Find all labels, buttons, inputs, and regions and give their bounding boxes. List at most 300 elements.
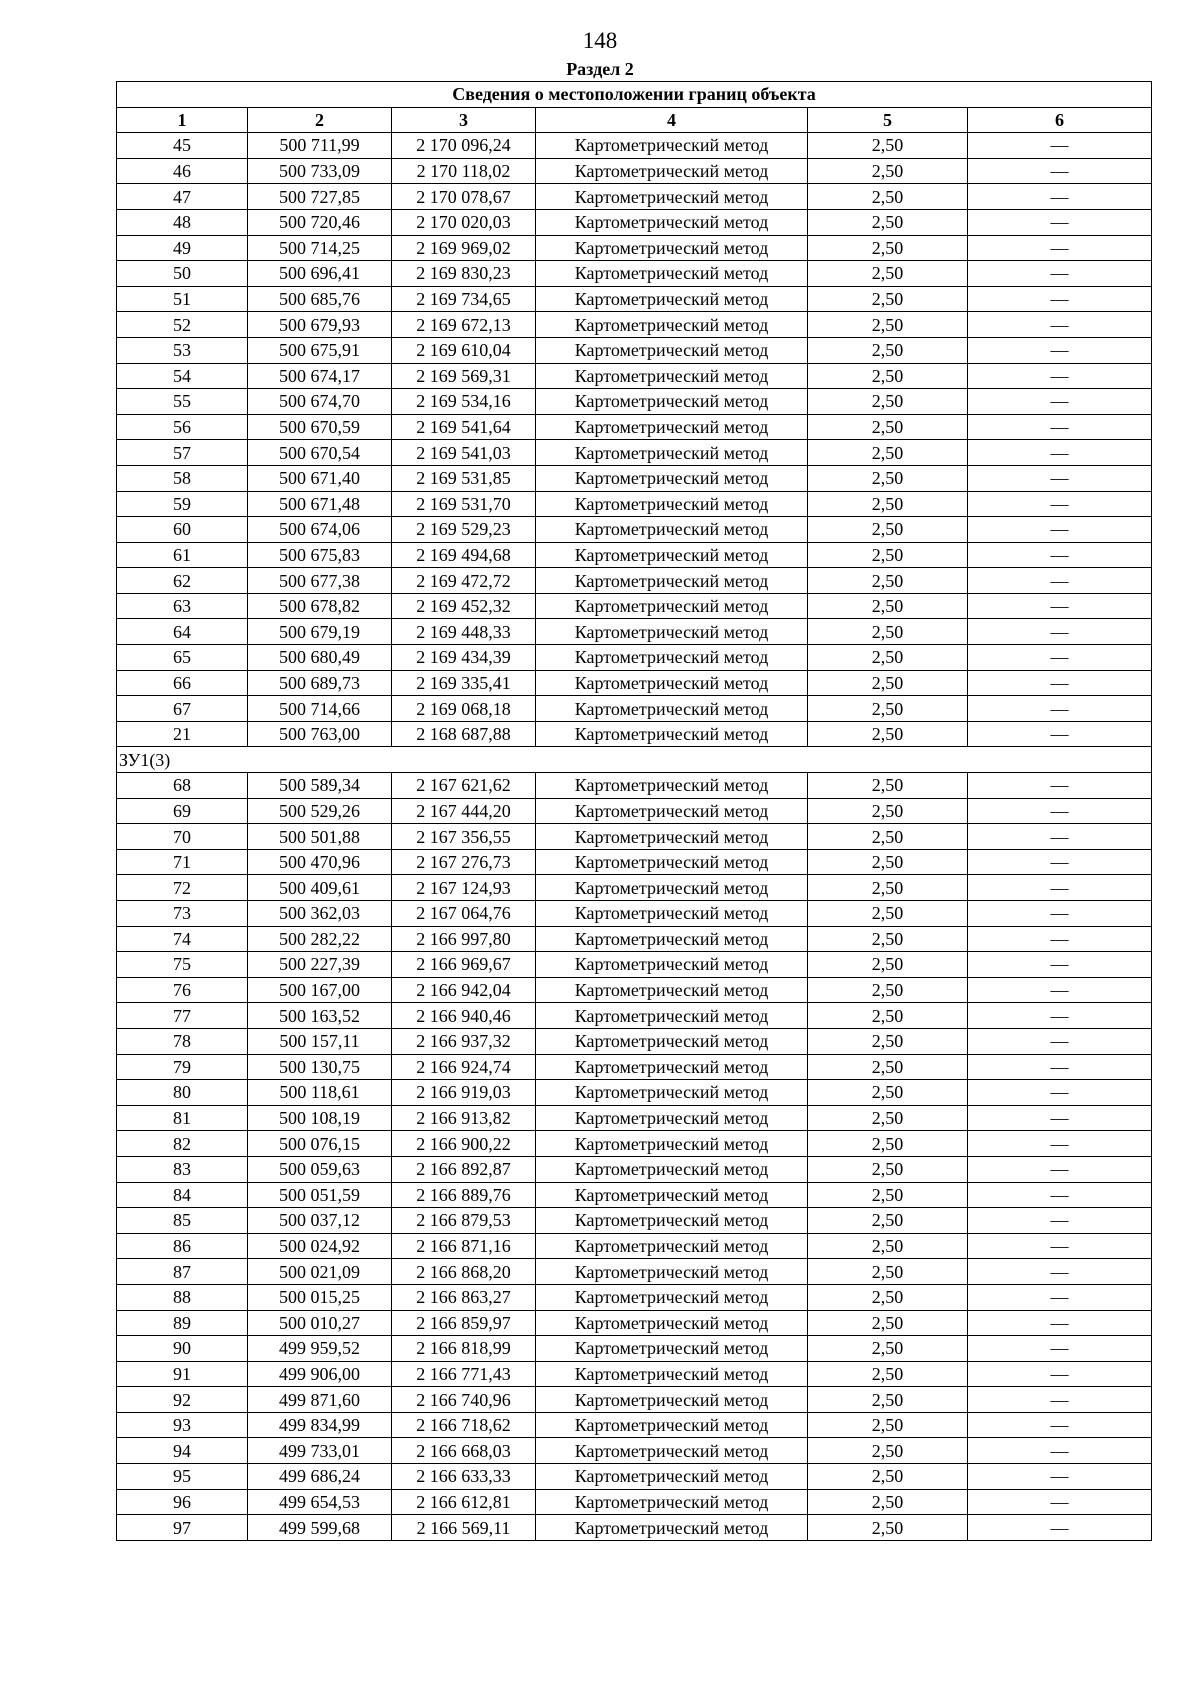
point-number-cell: 56 [117,414,248,440]
point-number-cell: 73 [117,901,248,927]
table-row [117,645,1152,671]
accuracy-cell: 2,50 [808,670,968,696]
table-row [117,1105,1152,1131]
method-cell: Картометрический метод [536,261,808,287]
method-cell: Картометрический метод [536,824,808,850]
point-number-cell: 49 [117,235,248,261]
description-cell: — [968,1310,1152,1336]
table-row [117,1387,1152,1413]
table-row [117,849,1152,875]
description-cell: — [968,414,1152,440]
table-row [117,1156,1152,1182]
table-row [117,209,1152,235]
y-coordinate-cell: 2 169 969,02 [392,235,536,261]
accuracy-cell: 2,50 [808,1233,968,1259]
x-coordinate-cell: 500 501,88 [248,824,392,850]
point-number-cell: 86 [117,1233,248,1259]
table-row [117,1259,1152,1285]
y-coordinate-cell: 2 166 771,43 [392,1361,536,1387]
description-cell: — [968,568,1152,594]
method-cell: Картометрический метод [536,1284,808,1310]
method-cell: Картометрический метод [536,389,808,415]
point-number-cell: 76 [117,977,248,1003]
point-number-cell: 79 [117,1054,248,1080]
accuracy-cell: 2,50 [808,414,968,440]
method-cell: Картометрический метод [536,849,808,875]
accuracy-cell: 2,50 [808,1464,968,1490]
method-cell: Картометрический метод [536,1080,808,1106]
method-cell: Картометрический метод [536,414,808,440]
accuracy-cell: 2,50 [808,1028,968,1054]
y-coordinate-cell: 2 166 668,03 [392,1438,536,1464]
x-coordinate-cell: 500 733,09 [248,158,392,184]
method-cell: Картометрический метод [536,1464,808,1490]
accuracy-cell: 2,50 [808,312,968,338]
method-cell: Картометрический метод [536,798,808,824]
table-row [117,337,1152,363]
column-header-row [117,107,1152,133]
x-coordinate-cell: 500 227,39 [248,952,392,978]
page-number: 148 [582,28,618,53]
point-number-cell: 87 [117,1259,248,1285]
accuracy-cell: 2,50 [808,1003,968,1029]
point-number-cell: 67 [117,696,248,722]
accuracy-cell: 2,50 [808,1284,968,1310]
y-coordinate-cell: 2 169 734,65 [392,286,536,312]
method-cell: Картометрический метод [536,517,808,543]
description-cell: — [968,1054,1152,1080]
table-row [117,926,1152,952]
accuracy-cell: 2,50 [808,977,968,1003]
accuracy-cell: 2,50 [808,1310,968,1336]
accuracy-cell: 2,50 [808,1412,968,1438]
x-coordinate-cell: 499 906,00 [248,1361,392,1387]
y-coordinate-cell: 2 170 078,67 [392,184,536,210]
method-cell: Картометрический метод [536,1131,808,1157]
accuracy-cell: 2,50 [808,849,968,875]
method-cell: Картометрический метод [536,1438,808,1464]
y-coordinate-cell: 2 166 569,11 [392,1515,536,1541]
y-coordinate-cell: 2 166 612,81 [392,1489,536,1515]
method-cell: Картометрический метод [536,1156,808,1182]
table-row [117,798,1152,824]
method-cell: Картометрический метод [536,901,808,927]
method-cell: Картометрический метод [536,670,808,696]
point-number-cell: 58 [117,465,248,491]
method-cell: Картометрический метод [536,696,808,722]
method-cell: Картометрический метод [536,465,808,491]
y-coordinate-cell: 2 166 900,22 [392,1131,536,1157]
description-cell: — [968,261,1152,287]
point-number-cell: 57 [117,440,248,466]
method-cell: Картометрический метод [536,1412,808,1438]
description-cell: — [968,184,1152,210]
table-row [117,235,1152,261]
y-coordinate-cell: 2 166 818,99 [392,1336,536,1362]
method-cell: Картометрический метод [536,568,808,594]
point-number-cell: 89 [117,1310,248,1336]
point-number-cell: 94 [117,1438,248,1464]
point-number-cell: 96 [117,1489,248,1515]
description-cell: — [968,1259,1152,1285]
point-number-cell: 85 [117,1208,248,1234]
x-coordinate-cell: 500 674,70 [248,389,392,415]
description-cell: — [968,209,1152,235]
x-coordinate-cell: 499 599,68 [248,1515,392,1541]
description-cell: — [968,773,1152,799]
method-cell: Картометрический метод [536,1515,808,1541]
x-coordinate-cell: 500 076,15 [248,1131,392,1157]
x-coordinate-cell: 500 714,25 [248,235,392,261]
method-cell: Картометрический метод [536,209,808,235]
x-coordinate-cell: 499 959,52 [248,1336,392,1362]
point-number-cell: 46 [117,158,248,184]
point-number-cell: 64 [117,619,248,645]
y-coordinate-cell: 2 169 068,18 [392,696,536,722]
x-coordinate-cell: 500 677,38 [248,568,392,594]
accuracy-cell: 2,50 [808,1105,968,1131]
y-coordinate-cell: 2 170 096,24 [392,133,536,159]
description-cell: — [968,1028,1152,1054]
accuracy-cell: 2,50 [808,696,968,722]
description-cell: — [968,952,1152,978]
x-coordinate-cell: 500 727,85 [248,184,392,210]
accuracy-cell: 2,50 [808,1489,968,1515]
group-label: ЗУ1(3) [117,747,1152,773]
y-coordinate-cell: 2 166 942,04 [392,977,536,1003]
description-cell: — [968,619,1152,645]
method-cell: Картометрический метод [536,593,808,619]
y-coordinate-cell: 2 169 534,16 [392,389,536,415]
table-row [117,465,1152,491]
accuracy-cell: 2,50 [808,1438,968,1464]
method-cell: Картометрический метод [536,619,808,645]
accuracy-cell: 2,50 [808,568,968,594]
group-row [117,747,1152,773]
y-coordinate-cell: 2 166 937,32 [392,1028,536,1054]
method-cell: Картометрический метод [536,184,808,210]
accuracy-cell: 2,50 [808,363,968,389]
y-coordinate-cell: 2 167 356,55 [392,824,536,850]
point-number-cell: 84 [117,1182,248,1208]
point-number-cell: 75 [117,952,248,978]
point-number-cell: 90 [117,1336,248,1362]
accuracy-cell: 2,50 [808,1131,968,1157]
accuracy-cell: 2,50 [808,184,968,210]
table-row [117,440,1152,466]
y-coordinate-cell: 2 169 452,32 [392,593,536,619]
description-cell: — [968,1233,1152,1259]
description-cell: — [968,1387,1152,1413]
accuracy-cell: 2,50 [808,952,968,978]
description-cell: — [968,721,1152,747]
x-coordinate-cell: 500 037,12 [248,1208,392,1234]
x-coordinate-cell: 500 409,61 [248,875,392,901]
x-coordinate-cell: 500 130,75 [248,1054,392,1080]
x-coordinate-cell: 500 362,03 [248,901,392,927]
description-cell: — [968,1156,1152,1182]
method-cell: Картометрический метод [536,440,808,466]
table-row [117,619,1152,645]
accuracy-cell: 2,50 [808,1080,968,1106]
x-coordinate-cell: 500 714,66 [248,696,392,722]
method-cell: Картометрический метод [536,1310,808,1336]
description-cell: — [968,670,1152,696]
method-cell: Картометрический метод [536,773,808,799]
accuracy-cell: 2,50 [808,1336,968,1362]
x-coordinate-cell: 500 689,73 [248,670,392,696]
description-cell: — [968,1182,1152,1208]
description-cell: — [968,491,1152,517]
description-cell: — [968,593,1152,619]
x-coordinate-cell: 499 733,01 [248,1438,392,1464]
y-coordinate-cell: 2 167 621,62 [392,773,536,799]
accuracy-cell: 2,50 [808,1259,968,1285]
section-title: Раздел 2 [566,59,634,79]
table-row [117,1208,1152,1234]
table-row [117,1310,1152,1336]
description-cell: — [968,824,1152,850]
table-row [117,1003,1152,1029]
x-coordinate-cell: 500 059,63 [248,1156,392,1182]
x-coordinate-cell: 500 670,59 [248,414,392,440]
accuracy-cell: 2,50 [808,286,968,312]
x-coordinate-cell: 500 163,52 [248,1003,392,1029]
method-cell: Картометрический метод [536,1361,808,1387]
accuracy-cell: 2,50 [808,1361,968,1387]
y-coordinate-cell: 2 166 718,62 [392,1412,536,1438]
point-number-cell: 60 [117,517,248,543]
y-coordinate-cell: 2 169 335,41 [392,670,536,696]
point-number-cell: 54 [117,363,248,389]
point-number-cell: 21 [117,721,248,747]
y-coordinate-cell: 2 170 020,03 [392,209,536,235]
boundary-coordinates-table [116,81,1152,1541]
accuracy-cell: 2,50 [808,133,968,159]
x-coordinate-cell: 500 680,49 [248,645,392,671]
x-coordinate-cell: 500 711,99 [248,133,392,159]
y-coordinate-cell: 2 167 064,76 [392,901,536,927]
point-number-cell: 52 [117,312,248,338]
y-coordinate-cell: 2 169 448,33 [392,619,536,645]
table-row [117,1361,1152,1387]
point-number-cell: 88 [117,1284,248,1310]
table-row [117,952,1152,978]
y-coordinate-cell: 2 166 868,20 [392,1259,536,1285]
accuracy-cell: 2,50 [808,158,968,184]
y-coordinate-cell: 2 169 472,72 [392,568,536,594]
accuracy-cell: 2,50 [808,1515,968,1541]
accuracy-cell: 2,50 [808,619,968,645]
accuracy-cell: 2,50 [808,645,968,671]
y-coordinate-cell: 2 169 434,39 [392,645,536,671]
table-row [117,824,1152,850]
y-coordinate-cell: 2 166 997,80 [392,926,536,952]
x-coordinate-cell: 500 674,17 [248,363,392,389]
table-row [117,261,1152,287]
y-coordinate-cell: 2 169 672,13 [392,312,536,338]
point-number-cell: 78 [117,1028,248,1054]
description-cell: — [968,875,1152,901]
table-row [117,414,1152,440]
description-cell: — [968,1361,1152,1387]
method-cell: Картометрический метод [536,1233,808,1259]
x-coordinate-cell: 499 834,99 [248,1412,392,1438]
point-number-cell: 69 [117,798,248,824]
x-coordinate-cell: 499 686,24 [248,1464,392,1490]
accuracy-cell: 2,50 [808,1387,968,1413]
description-cell: — [968,977,1152,1003]
x-coordinate-cell: 500 118,61 [248,1080,392,1106]
table-row [117,1464,1152,1490]
accuracy-cell: 2,50 [808,721,968,747]
description-cell: — [968,1208,1152,1234]
point-number-cell: 53 [117,337,248,363]
point-number-cell: 71 [117,849,248,875]
x-coordinate-cell: 500 108,19 [248,1105,392,1131]
accuracy-cell: 2,50 [808,542,968,568]
accuracy-cell: 2,50 [808,337,968,363]
table-row [117,1284,1152,1310]
point-number-cell: 91 [117,1361,248,1387]
y-coordinate-cell: 2 166 892,87 [392,1156,536,1182]
y-coordinate-cell: 2 167 124,93 [392,875,536,901]
method-cell: Картометрический метод [536,977,808,1003]
description-cell: — [968,1336,1152,1362]
description-cell: — [968,440,1152,466]
table-row [117,568,1152,594]
y-coordinate-cell: 2 166 889,76 [392,1182,536,1208]
description-cell: — [968,1105,1152,1131]
point-number-cell: 81 [117,1105,248,1131]
table-row [117,1438,1152,1464]
x-coordinate-cell: 500 282,22 [248,926,392,952]
table-row [117,133,1152,159]
description-cell: — [968,1489,1152,1515]
y-coordinate-cell: 2 169 531,70 [392,491,536,517]
y-coordinate-cell: 2 166 913,82 [392,1105,536,1131]
accuracy-cell: 2,50 [808,1156,968,1182]
description-cell: — [968,696,1152,722]
description-cell: — [968,1284,1152,1310]
table-title: Сведения о местоположении границ объекта [117,82,1152,108]
method-cell: Картометрический метод [536,1054,808,1080]
y-coordinate-cell: 2 169 541,64 [392,414,536,440]
description-cell: — [968,363,1152,389]
description-cell: — [968,337,1152,363]
point-number-cell: 62 [117,568,248,594]
accuracy-cell: 2,50 [808,798,968,824]
y-coordinate-cell: 2 166 863,27 [392,1284,536,1310]
x-coordinate-cell: 499 871,60 [248,1387,392,1413]
column-header: 2 [248,107,392,133]
method-cell: Картометрический метод [536,1003,808,1029]
accuracy-cell: 2,50 [808,389,968,415]
accuracy-cell: 2,50 [808,440,968,466]
column-header: 4 [536,107,808,133]
description-cell: — [968,1438,1152,1464]
point-number-cell: 68 [117,773,248,799]
table-row [117,312,1152,338]
y-coordinate-cell: 2 166 919,03 [392,1080,536,1106]
accuracy-cell: 2,50 [808,926,968,952]
accuracy-cell: 2,50 [808,261,968,287]
accuracy-cell: 2,50 [808,901,968,927]
accuracy-cell: 2,50 [808,1208,968,1234]
method-cell: Картометрический метод [536,133,808,159]
accuracy-cell: 2,50 [808,1054,968,1080]
point-number-cell: 61 [117,542,248,568]
table-row [117,1412,1152,1438]
column-header: 5 [808,107,968,133]
table-row [117,542,1152,568]
y-coordinate-cell: 2 166 969,67 [392,952,536,978]
y-coordinate-cell: 2 166 879,53 [392,1208,536,1234]
accuracy-cell: 2,50 [808,209,968,235]
x-coordinate-cell: 500 679,19 [248,619,392,645]
x-coordinate-cell: 500 720,46 [248,209,392,235]
y-coordinate-cell: 2 169 830,23 [392,261,536,287]
x-coordinate-cell: 500 675,91 [248,337,392,363]
method-cell: Картометрический метод [536,312,808,338]
y-coordinate-cell: 2 166 633,33 [392,1464,536,1490]
description-cell: — [968,465,1152,491]
y-coordinate-cell: 2 166 740,96 [392,1387,536,1413]
table-row [117,1336,1152,1362]
description-cell: — [968,133,1152,159]
point-number-cell: 95 [117,1464,248,1490]
accuracy-cell: 2,50 [808,593,968,619]
x-coordinate-cell: 500 051,59 [248,1182,392,1208]
table-title-row [117,82,1152,108]
table-row [117,286,1152,312]
method-cell: Картометрический метод [536,1336,808,1362]
x-coordinate-cell: 500 529,26 [248,798,392,824]
point-number-cell: 97 [117,1515,248,1541]
point-number-cell: 72 [117,875,248,901]
y-coordinate-cell: 2 166 871,16 [392,1233,536,1259]
x-coordinate-cell: 500 671,48 [248,491,392,517]
y-coordinate-cell: 2 168 687,88 [392,721,536,747]
y-coordinate-cell: 2 166 940,46 [392,1003,536,1029]
table-row [117,491,1152,517]
method-cell: Картометрический метод [536,721,808,747]
x-coordinate-cell: 500 015,25 [248,1284,392,1310]
method-cell: Картометрический метод [536,1028,808,1054]
x-coordinate-cell: 500 685,76 [248,286,392,312]
y-coordinate-cell: 2 169 610,04 [392,337,536,363]
column-header: 1 [117,107,248,133]
table-row [117,875,1152,901]
method-cell: Картометрический метод [536,1105,808,1131]
accuracy-cell: 2,50 [808,491,968,517]
description-cell: — [968,517,1152,543]
table-row [117,1131,1152,1157]
method-cell: Картометрический метод [536,875,808,901]
point-number-cell: 55 [117,389,248,415]
x-coordinate-cell: 500 679,93 [248,312,392,338]
method-cell: Картометрический метод [536,235,808,261]
method-cell: Картометрический метод [536,542,808,568]
method-cell: Картометрический метод [536,286,808,312]
point-number-cell: 51 [117,286,248,312]
y-coordinate-cell: 2 169 531,85 [392,465,536,491]
x-coordinate-cell: 500 010,27 [248,1310,392,1336]
method-cell: Картометрический метод [536,337,808,363]
table-row [117,517,1152,543]
method-cell: Картометрический метод [536,158,808,184]
table-row [117,184,1152,210]
